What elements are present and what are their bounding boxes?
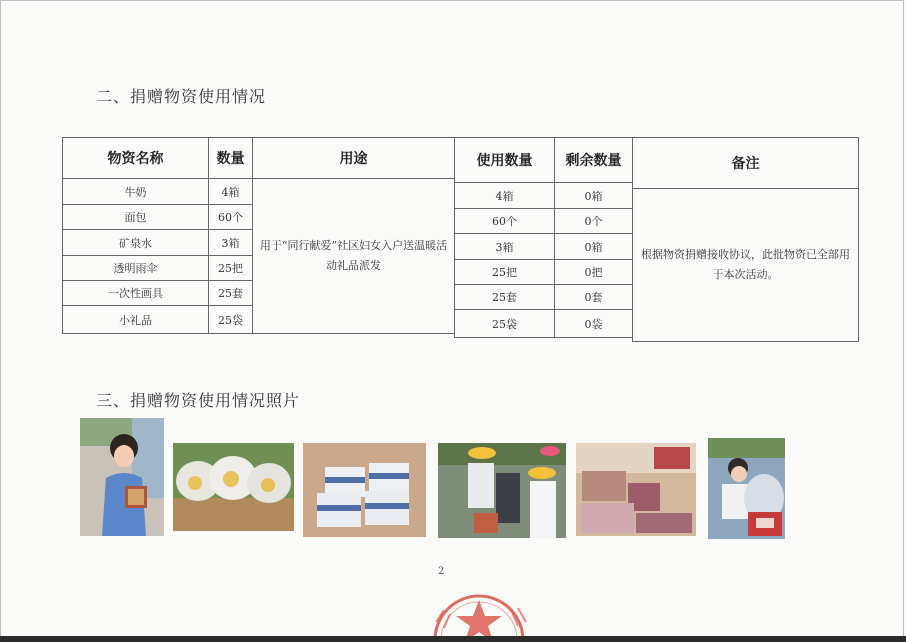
photo-children-activity <box>438 443 566 538</box>
photo-child-with-gifts <box>708 438 785 539</box>
row-4-qty: 25把 <box>208 255 253 281</box>
row-6-used: 25袋 <box>454 309 555 338</box>
header-usage: 用途 <box>252 137 455 179</box>
row-5-remain: 0套 <box>554 284 633 310</box>
photo-strip <box>80 418 790 540</box>
row-2-name: 面包 <box>62 204 209 230</box>
row-1-remain: 0箱 <box>554 182 633 209</box>
header-note: 备注 <box>632 137 859 189</box>
donation-usage-table <box>62 137 859 342</box>
row-5-name: 一次性画具 <box>62 280 209 306</box>
photo-girl-with-gift <box>80 418 164 536</box>
photo-bread-bags <box>173 443 294 531</box>
row-6-name: 小礼品 <box>62 305 209 334</box>
row-1-qty: 4箱 <box>208 178 253 205</box>
row-3-qty: 3箱 <box>208 229 253 256</box>
header-name: 物资名称 <box>62 137 209 179</box>
row-1-name: 牛奶 <box>62 178 209 205</box>
section-3-heading: 三、捐赠物资使用情况照片 <box>96 391 301 410</box>
row-3-remain: 0箱 <box>554 233 633 260</box>
row-4-name: 透明雨伞 <box>62 255 209 281</box>
row-4-used: 25把 <box>454 259 555 285</box>
note-merged-cell: 根据物资捐赠接收协议，此批物资已全部用于本次活动。 <box>632 188 859 342</box>
row-2-remain: 0个 <box>554 208 633 234</box>
row-6-remain: 0袋 <box>554 309 633 338</box>
header-used: 使用数量 <box>454 137 555 183</box>
row-6-qty: 25袋 <box>208 305 253 334</box>
row-5-used: 25套 <box>454 284 555 310</box>
header-qty: 数量 <box>208 137 253 179</box>
row-2-used: 60个 <box>454 208 555 234</box>
official-seal-stamp <box>414 592 544 638</box>
section-2-heading: 二、捐赠物资使用情况 <box>96 87 267 106</box>
row-5-qty: 25套 <box>208 280 253 306</box>
row-3-used: 3箱 <box>454 233 555 260</box>
photo-gift-bags <box>576 443 696 536</box>
photo-boxes <box>303 443 426 537</box>
scan-bottom-edge <box>0 636 906 642</box>
row-4-remain: 0把 <box>554 259 633 285</box>
row-1-used: 4箱 <box>454 182 555 209</box>
header-remain: 剩余数量 <box>554 137 633 183</box>
page-number: 2 <box>438 566 445 577</box>
row-3-name: 矿泉水 <box>62 229 209 256</box>
usage-merged-cell: 用于“同行献爱”社区妇女入户送温暖活动礼品派发 <box>252 178 455 334</box>
row-2-qty: 60个 <box>208 204 253 230</box>
